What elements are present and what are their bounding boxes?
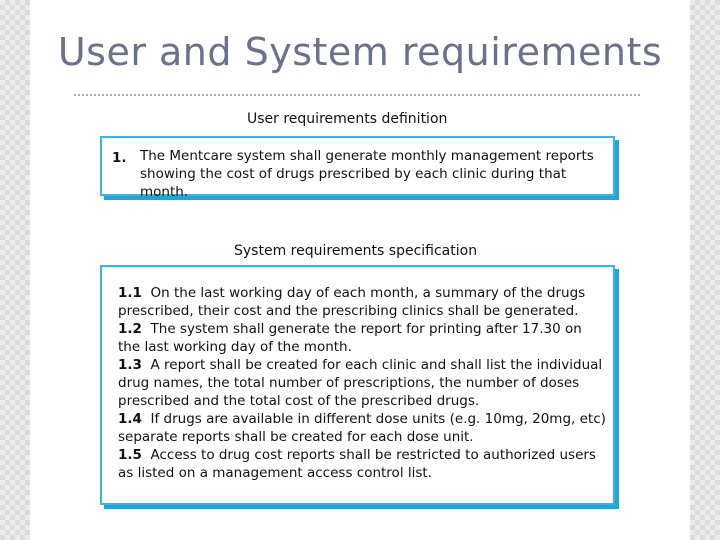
- system-requirements-box: [100, 265, 615, 505]
- system-requirements-heading: System requirements specification: [234, 243, 478, 259]
- system-requirement-number: 1.2: [118, 321, 142, 337]
- system-requirement-text: If drugs are available in different dose units (e.g. 10mg, 20mg, etc) separate reports shall be created for each dose unit.: [118, 411, 606, 445]
- system-requirement-text: On the last working day of each month, a summary of the drugs prescribed, their cost and the prescribing clinics shall be generated.: [118, 285, 586, 319]
- system-requirement-number: 1.3: [118, 357, 142, 373]
- right-border-pattern: [690, 0, 720, 540]
- system-requirement-item: [118, 320, 606, 356]
- system-requirement-item: [118, 446, 606, 482]
- system-requirement-number: 1.4: [118, 411, 142, 427]
- system-requirement-item: [118, 410, 606, 446]
- system-requirement-item: [118, 284, 606, 320]
- system-requirement-number: 1.5: [118, 447, 142, 463]
- system-requirement-text: The system shall generate the report for printing after 17.30 on the last working day of the month.: [118, 321, 582, 355]
- user-requirement-number: 1.: [112, 150, 127, 166]
- system-requirement-text: Access to drug cost reports shall be restricted to authorized users as listed on a management access control list.: [118, 447, 596, 481]
- title-divider: [74, 94, 640, 96]
- system-requirement-item: [118, 356, 606, 410]
- user-requirement-text: The Mentcare system shall generate monthly management reports showing the cost of drugs prescribed by each clinic during that month.: [140, 148, 594, 200]
- left-border-pattern: [0, 0, 30, 540]
- system-requirement-number: 1.1: [118, 285, 142, 301]
- user-requirements-box: [100, 136, 615, 200]
- system-requirements-list: [118, 284, 606, 482]
- system-requirement-text: A report shall be created for each clinic and shall list the individual drug names, the total number of prescriptions, the number of doses prescribed and the total cost of the prescribed drugs.: [118, 357, 603, 409]
- user-requirements-heading: User requirements definition: [247, 111, 448, 127]
- slide-title: User and System requirements: [57, 30, 663, 74]
